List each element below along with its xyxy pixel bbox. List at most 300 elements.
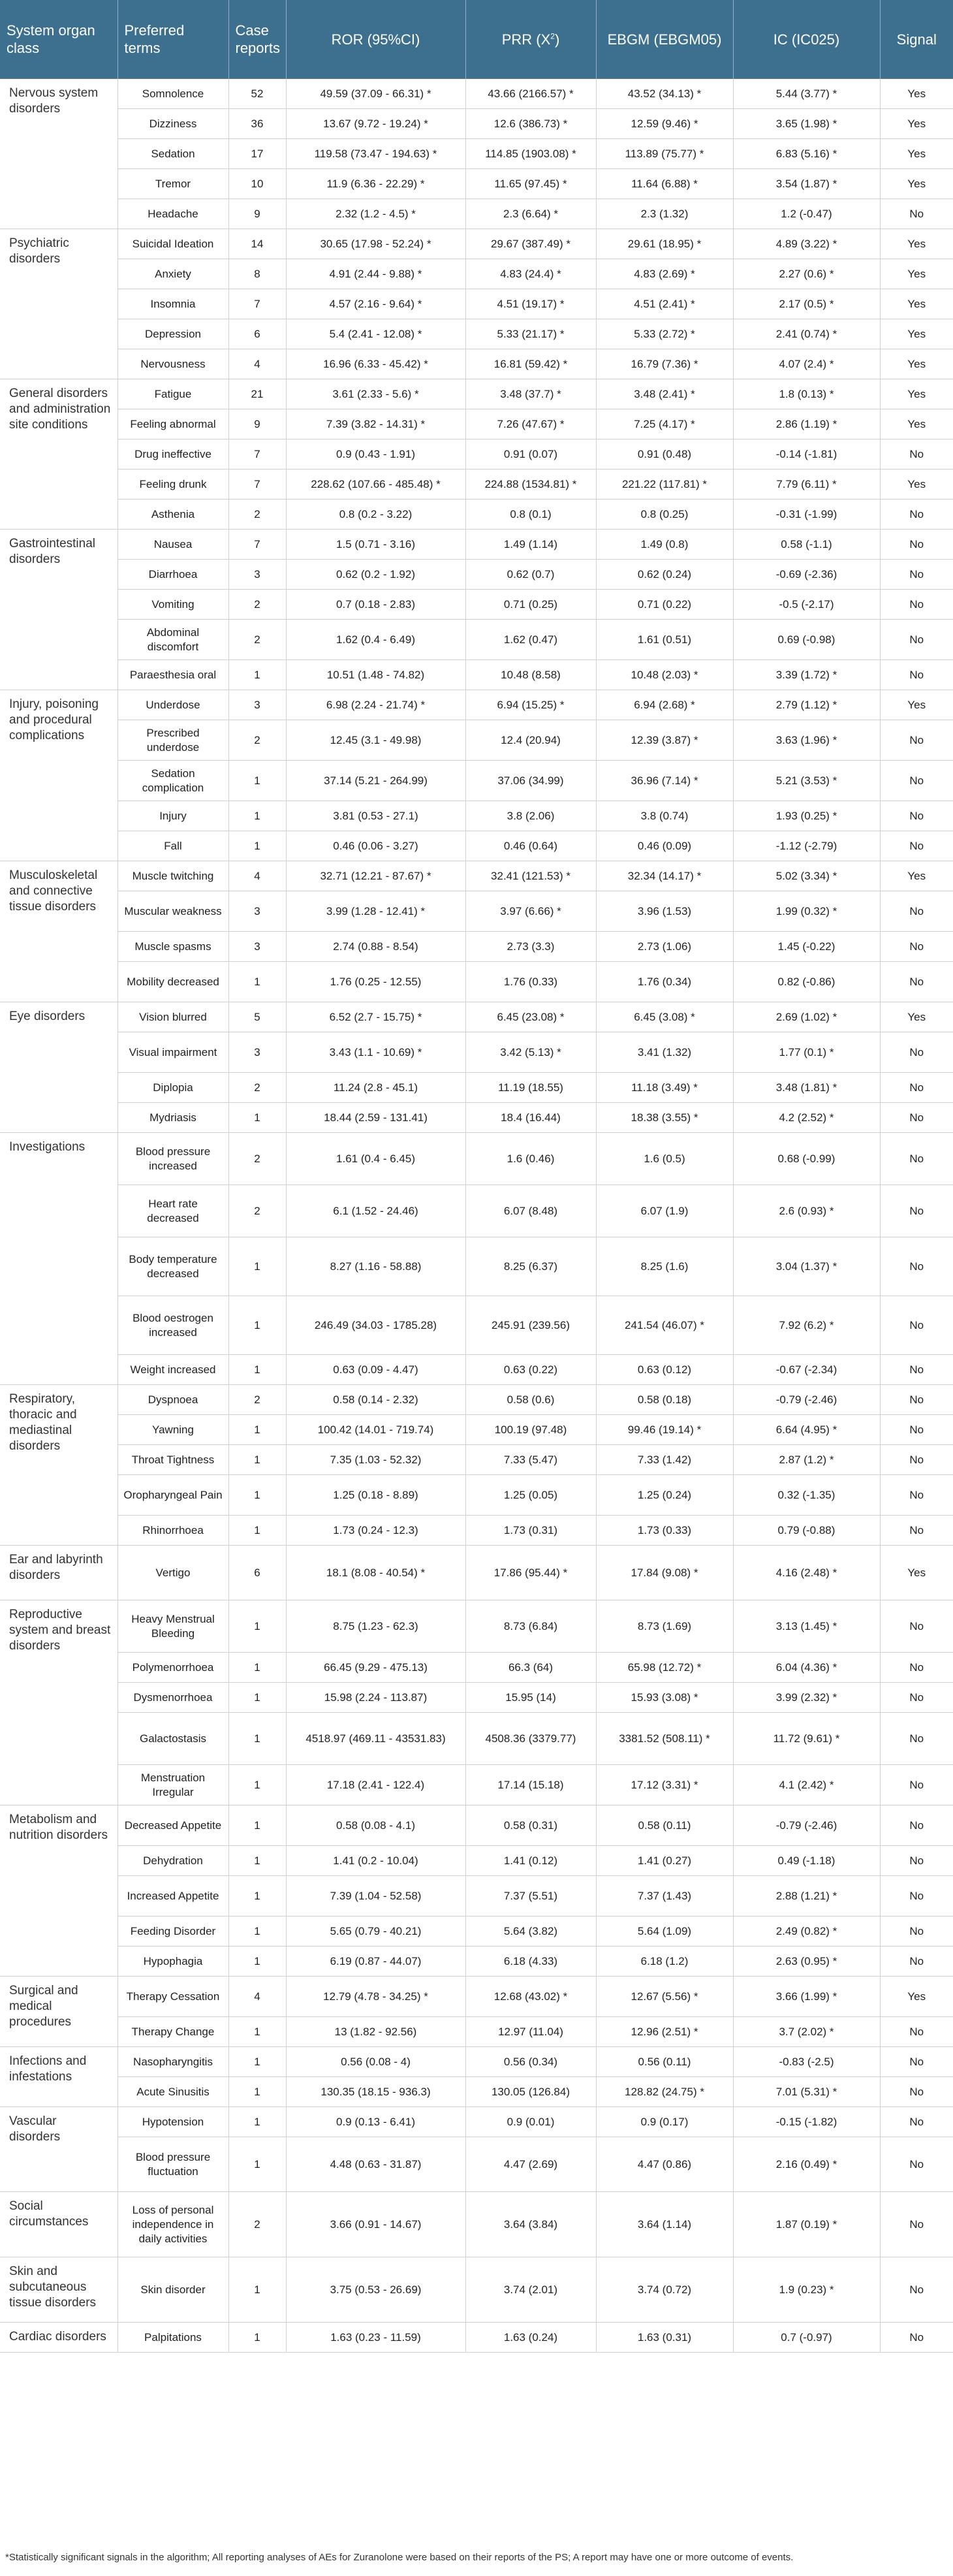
signal-cell: No — [880, 560, 953, 590]
ic-cell: 4.16 (2.48) * — [733, 1546, 880, 1600]
ebgm-cell: 1.6 (0.5) — [596, 1133, 733, 1185]
ic-cell: -0.69 (-2.36) — [733, 560, 880, 590]
table-row — [0, 801, 953, 831]
ebgm-cell: 8.25 (1.6) — [596, 1237, 733, 1296]
table-row — [0, 1355, 953, 1385]
ror-cell: 11.24 (2.8 - 45.1) — [286, 1073, 465, 1103]
case-reports-cell: 21 — [228, 379, 286, 409]
ebgm-cell: 3.8 (0.74) — [596, 801, 733, 831]
prr-cell: 3.97 (6.66) * — [465, 891, 596, 932]
preferred-term-cell: Sedation — [117, 139, 228, 169]
ror-cell: 8.27 (1.16 - 58.88) — [286, 1237, 465, 1296]
preferred-term-cell: Acute Sinusitis — [117, 2077, 228, 2107]
preferred-term-cell: Somnolence — [117, 79, 228, 109]
ror-cell: 3.43 (1.1 - 10.69) * — [286, 1032, 465, 1073]
ebgm-cell: 36.96 (7.14) * — [596, 761, 733, 801]
signal-cell: Yes — [880, 259, 953, 289]
prr-cell: 3.64 (3.84) — [465, 2192, 596, 2257]
preferred-term-cell: Injury — [117, 801, 228, 831]
ror-cell: 0.9 (0.13 - 6.41) — [286, 2107, 465, 2137]
case-reports-cell: 1 — [228, 2257, 286, 2323]
ic-cell: 0.49 (-1.18) — [733, 1846, 880, 1876]
ror-cell: 7.35 (1.03 - 52.32) — [286, 1445, 465, 1475]
signal-cell: No — [880, 1805, 953, 1846]
ror-cell: 5.65 (0.79 - 40.21) — [286, 1916, 465, 1947]
header-term: Preferred terms — [117, 0, 228, 79]
signal-cell: No — [880, 1516, 953, 1546]
organ-class-cell — [0, 1977, 117, 2047]
ror-cell: 1.73 (0.24 - 12.3) — [286, 1516, 465, 1546]
ic-cell: 1.9 (0.23) * — [733, 2257, 880, 2323]
signal-cell: No — [880, 1600, 953, 1653]
preferred-term-cell: Decreased Appetite — [117, 1805, 228, 1846]
prr-cell: 7.37 (5.51) — [465, 1876, 596, 1916]
ror-cell: 6.1 (1.52 - 24.46) — [286, 1185, 465, 1237]
header-row — [0, 0, 953, 79]
prr-cell: 4.51 (19.17) * — [465, 289, 596, 319]
preferred-term-cell: Mobility decreased — [117, 962, 228, 1002]
table-row — [0, 1977, 953, 2017]
ic-cell: 5.21 (3.53) * — [733, 761, 880, 801]
table-body — [0, 79, 953, 2353]
ic-cell: 2.17 (0.5) * — [733, 289, 880, 319]
signal-cell: No — [880, 1765, 953, 1805]
case-reports-cell: 6 — [228, 319, 286, 349]
preferred-term-cell: Body temperature decreased — [117, 1237, 228, 1296]
ic-cell: -0.5 (-2.17) — [733, 590, 880, 620]
ror-cell: 4518.97 (469.11 - 43531.83) — [286, 1713, 465, 1765]
ebgm-cell: 0.9 (0.17) — [596, 2107, 733, 2137]
ic-cell: -0.79 (-2.46) — [733, 1805, 880, 1846]
table-row — [0, 2077, 953, 2107]
prr-cell: 2.3 (6.64) * — [465, 199, 596, 229]
table-row — [0, 349, 953, 379]
preferred-term-cell: Menstruation Irregular — [117, 1765, 228, 1805]
ror-cell: 246.49 (34.03 - 1785.28) — [286, 1296, 465, 1355]
table-row — [0, 2257, 953, 2323]
signal-cell: No — [880, 1876, 953, 1916]
ic-cell: 1.8 (0.13) * — [733, 379, 880, 409]
table-row — [0, 2323, 953, 2353]
organ-class-cell — [0, 79, 117, 229]
prr-cell: 6.18 (4.33) — [465, 1947, 596, 1977]
case-reports-cell: 1 — [228, 1805, 286, 1846]
ror-cell: 12.45 (3.1 - 49.98) — [286, 720, 465, 761]
preferred-term-cell: Polymenorrhoea — [117, 1653, 228, 1683]
table-row — [0, 1546, 953, 1600]
case-reports-cell: 1 — [228, 1516, 286, 1546]
table-row — [0, 379, 953, 409]
prr-cell: 1.62 (0.47) — [465, 620, 596, 660]
ror-cell: 1.25 (0.18 - 8.89) — [286, 1475, 465, 1516]
ebgm-cell: 8.73 (1.69) — [596, 1600, 733, 1653]
ror-cell: 0.58 (0.08 - 4.1) — [286, 1805, 465, 1846]
ebgm-cell: 1.63 (0.31) — [596, 2323, 733, 2353]
prr-cell: 11.65 (97.45) * — [465, 169, 596, 199]
preferred-term-cell: Dyspnoea — [117, 1385, 228, 1415]
table-row — [0, 1032, 953, 1073]
ebgm-cell: 0.62 (0.24) — [596, 560, 733, 590]
organ-class-label: Nervous system disorders — [9, 86, 99, 116]
case-reports-cell: 52 — [228, 79, 286, 109]
prr-cell: 1.76 (0.33) — [465, 962, 596, 1002]
signal-cell: Yes — [880, 379, 953, 409]
signal-cell: No — [880, 2323, 953, 2353]
prr-cell: 4.47 (2.69) — [465, 2137, 596, 2192]
case-reports-cell: 17 — [228, 139, 286, 169]
organ-class-label: Vascular disorders — [9, 2114, 61, 2144]
prr-cell: 0.63 (0.22) — [465, 1355, 596, 1385]
case-reports-cell: 2 — [228, 2192, 286, 2257]
case-reports-cell: 1 — [228, 1916, 286, 1947]
prr-cell: 3.42 (5.13) * — [465, 1032, 596, 1073]
signal-cell: No — [880, 2137, 953, 2192]
table-row — [0, 139, 953, 169]
ic-cell: 1.93 (0.25) * — [733, 801, 880, 831]
organ-class-label: Infections and infestations — [9, 2054, 87, 2084]
prr-cell: 5.33 (21.17) * — [465, 319, 596, 349]
case-reports-cell: 1 — [228, 1103, 286, 1133]
case-reports-cell: 3 — [228, 1032, 286, 1073]
ror-cell: 0.58 (0.14 - 2.32) — [286, 1385, 465, 1415]
ror-cell: 1.61 (0.4 - 6.45) — [286, 1133, 465, 1185]
preferred-term-cell: Loss of personal independence in daily activities — [117, 2192, 228, 2257]
ic-cell: 6.64 (4.95) * — [733, 1415, 880, 1445]
table-row — [0, 439, 953, 469]
preferred-term-cell: Sedation complication — [117, 761, 228, 801]
case-reports-cell: 7 — [228, 469, 286, 500]
preferred-term-cell: Therapy Change — [117, 2017, 228, 2047]
ic-cell: 2.63 (0.95) * — [733, 1947, 880, 1977]
ebgm-cell: 241.54 (46.07) * — [596, 1296, 733, 1355]
table-row — [0, 690, 953, 720]
ror-cell: 13.67 (9.72 - 19.24) * — [286, 109, 465, 139]
organ-class-cell — [0, 1133, 117, 1385]
organ-class-label: General disorders and administration site conditions — [9, 387, 111, 432]
ic-cell: -0.31 (-1.99) — [733, 500, 880, 530]
prr-cell: 32.41 (121.53) * — [465, 861, 596, 891]
table-row — [0, 1073, 953, 1103]
ebgm-cell: 3.74 (0.72) — [596, 2257, 733, 2323]
ror-cell: 66.45 (9.29 - 475.13) — [286, 1653, 465, 1683]
ic-cell: 3.54 (1.87) * — [733, 169, 880, 199]
table-row — [0, 1475, 953, 1516]
ebgm-cell: 128.82 (24.75) * — [596, 2077, 733, 2107]
header-prr-text: PRR (X — [501, 31, 551, 48]
header-prr — [465, 0, 596, 79]
header-ebgm: EBGM (EBGM05) — [596, 0, 733, 79]
preferred-term-cell: Tremor — [117, 169, 228, 199]
ebgm-cell: 17.84 (9.08) * — [596, 1546, 733, 1600]
ic-cell: 3.7 (2.02) * — [733, 2017, 880, 2047]
ror-cell: 3.75 (0.53 - 26.69) — [286, 2257, 465, 2323]
table-row — [0, 2137, 953, 2192]
prr-cell: 10.48 (8.58) — [465, 660, 596, 690]
signal-cell: No — [880, 2192, 953, 2257]
ror-cell: 6.98 (2.24 - 21.74) * — [286, 690, 465, 720]
ebgm-cell: 1.76 (0.34) — [596, 962, 733, 1002]
signal-cell: No — [880, 2017, 953, 2047]
ror-cell: 2.32 (1.2 - 4.5) * — [286, 199, 465, 229]
ic-cell: 7.92 (6.2) * — [733, 1296, 880, 1355]
organ-class-cell — [0, 1002, 117, 1133]
signal-cell: No — [880, 530, 953, 560]
case-reports-cell: 2 — [228, 1073, 286, 1103]
prr-cell: 17.86 (95.44) * — [465, 1546, 596, 1600]
ror-cell: 30.65 (17.98 - 52.24) * — [286, 229, 465, 259]
ic-cell: 2.88 (1.21) * — [733, 1876, 880, 1916]
header-prr-sup: 2 — [550, 31, 555, 41]
preferred-term-cell: Anxiety — [117, 259, 228, 289]
organ-class-cell — [0, 530, 117, 690]
preferred-term-cell: Vomiting — [117, 590, 228, 620]
table-row — [0, 1600, 953, 1653]
case-reports-cell: 1 — [228, 2047, 286, 2077]
ic-cell: 2.41 (0.74) * — [733, 319, 880, 349]
preferred-term-cell: Abdominal discomfort — [117, 620, 228, 660]
ic-cell: 0.68 (-0.99) — [733, 1133, 880, 1185]
organ-class-label: Skin and subcutaneous tissue disorders — [9, 2265, 97, 2310]
ror-cell: 18.1 (8.08 - 40.54) * — [286, 1546, 465, 1600]
ic-cell: 1.87 (0.19) * — [733, 2192, 880, 2257]
ic-cell: -0.83 (-2.5) — [733, 2047, 880, 2077]
preferred-term-cell: Mydriasis — [117, 1103, 228, 1133]
ic-cell: 7.01 (5.31) * — [733, 2077, 880, 2107]
prr-cell: 0.62 (0.7) — [465, 560, 596, 590]
ror-cell: 8.75 (1.23 - 62.3) — [286, 1600, 465, 1653]
signal-cell: No — [880, 1237, 953, 1296]
prr-cell: 66.3 (64) — [465, 1653, 596, 1683]
table-row — [0, 2047, 953, 2077]
ic-cell: 11.72 (9.61) * — [733, 1713, 880, 1765]
organ-class-cell — [0, 1805, 117, 1977]
case-reports-cell: 1 — [228, 761, 286, 801]
signal-cell: No — [880, 1683, 953, 1713]
organ-class-label: Social circumstances — [9, 2199, 89, 2229]
ror-cell: 1.5 (0.71 - 3.16) — [286, 530, 465, 560]
ic-cell: 6.04 (4.36) * — [733, 1653, 880, 1683]
case-reports-cell: 1 — [228, 1475, 286, 1516]
prr-cell: 4.83 (24.4) * — [465, 259, 596, 289]
table-row — [0, 932, 953, 962]
preferred-term-cell: Fall — [117, 831, 228, 861]
prr-cell: 37.06 (34.99) — [465, 761, 596, 801]
preferred-term-cell: Fatigue — [117, 379, 228, 409]
table-row — [0, 1765, 953, 1805]
case-reports-cell: 1 — [228, 1415, 286, 1445]
ror-cell: 3.99 (1.28 - 12.41) * — [286, 891, 465, 932]
preferred-term-cell: Muscle twitching — [117, 861, 228, 891]
prr-cell: 29.67 (387.49) * — [465, 229, 596, 259]
table-row — [0, 1237, 953, 1296]
prr-cell: 12.6 (386.73) * — [465, 109, 596, 139]
ic-cell: -1.12 (-2.79) — [733, 831, 880, 861]
signal-cell: Yes — [880, 861, 953, 891]
case-reports-cell: 1 — [228, 1947, 286, 1977]
header-organ: System organ class — [0, 0, 117, 79]
ebgm-cell: 2.3 (1.32) — [596, 199, 733, 229]
prr-cell: 0.71 (0.25) — [465, 590, 596, 620]
ebgm-cell: 6.18 (1.2) — [596, 1947, 733, 1977]
prr-cell: 1.49 (1.14) — [465, 530, 596, 560]
ebgm-cell: 1.73 (0.33) — [596, 1516, 733, 1546]
signal-cell: No — [880, 199, 953, 229]
ror-cell: 7.39 (3.82 - 14.31) * — [286, 409, 465, 439]
prr-cell: 245.91 (239.56) — [465, 1296, 596, 1355]
ebgm-cell: 12.59 (9.46) * — [596, 109, 733, 139]
case-reports-cell: 2 — [228, 1385, 286, 1415]
signal-cell: No — [880, 1916, 953, 1947]
case-reports-cell: 1 — [228, 660, 286, 690]
header-ic: IC (IC025) — [733, 0, 880, 79]
prr-cell: 17.14 (15.18) — [465, 1765, 596, 1805]
ebgm-cell: 7.25 (4.17) * — [596, 409, 733, 439]
organ-class-label: Cardiac disorders — [9, 2330, 106, 2344]
table-row — [0, 660, 953, 690]
signal-cell: No — [880, 1846, 953, 1876]
prr-cell: 8.73 (6.84) — [465, 1600, 596, 1653]
prr-cell: 3.74 (2.01) — [465, 2257, 596, 2323]
ic-cell: 3.48 (1.81) * — [733, 1073, 880, 1103]
table-header — [0, 0, 953, 79]
table-row — [0, 530, 953, 560]
signal-cell: Yes — [880, 1977, 953, 2017]
table-row — [0, 1516, 953, 1546]
ic-cell: 3.63 (1.96) * — [733, 720, 880, 761]
ebgm-cell: 0.46 (0.09) — [596, 831, 733, 861]
ebgm-cell: 3.41 (1.32) — [596, 1032, 733, 1073]
signal-cell: No — [880, 1185, 953, 1237]
organ-class-label: Eye disorders — [9, 1010, 86, 1023]
preferred-term-cell: Weight increased — [117, 1355, 228, 1385]
preferred-term-cell: Feeding Disorder — [117, 1916, 228, 1947]
ebgm-cell: 7.33 (1.42) — [596, 1445, 733, 1475]
ebgm-cell: 0.58 (0.11) — [596, 1805, 733, 1846]
organ-class-label: Injury, poisoning and procedural complications — [9, 697, 99, 742]
ic-cell: 0.58 (-1.1) — [733, 530, 880, 560]
table-row — [0, 1876, 953, 1916]
signal-cell: No — [880, 1415, 953, 1445]
ebgm-cell: 113.89 (75.77) * — [596, 139, 733, 169]
prr-cell: 114.85 (1903.08) * — [465, 139, 596, 169]
ebgm-cell: 11.64 (6.88) * — [596, 169, 733, 199]
case-reports-cell: 2 — [228, 1133, 286, 1185]
table-row — [0, 1133, 953, 1185]
table-row — [0, 500, 953, 530]
ic-cell: 5.02 (3.34) * — [733, 861, 880, 891]
table-footnote: *Statistically significant signals in the algorithm; All reporting analyses of AEs for Zuranolone were based on their reports of the PS; A report may have one or more outcome of events. — [5, 2552, 794, 2563]
organ-class-cell — [0, 229, 117, 379]
preferred-term-cell: Underdose — [117, 690, 228, 720]
ic-cell: 4.1 (2.42) * — [733, 1765, 880, 1805]
preferred-term-cell: Insomnia — [117, 289, 228, 319]
signal-cell: Yes — [880, 319, 953, 349]
table-row — [0, 590, 953, 620]
case-reports-cell: 1 — [228, 1355, 286, 1385]
preferred-term-cell: Depression — [117, 319, 228, 349]
signal-cell: Yes — [880, 139, 953, 169]
case-reports-cell: 1 — [228, 1876, 286, 1916]
ebgm-cell: 4.47 (0.86) — [596, 2137, 733, 2192]
preferred-term-cell: Feeling drunk — [117, 469, 228, 500]
organ-class-label: Psychiatric disorders — [9, 236, 69, 266]
ic-cell: 5.44 (3.77) * — [733, 79, 880, 109]
table-row — [0, 1445, 953, 1475]
ror-cell: 1.41 (0.2 - 10.04) — [286, 1846, 465, 1876]
case-reports-cell: 1 — [228, 2323, 286, 2353]
preferred-term-cell: Heavy Menstrual Bleeding — [117, 1600, 228, 1653]
signal-cell: No — [880, 1103, 953, 1133]
case-reports-cell: 2 — [228, 590, 286, 620]
ror-cell: 1.63 (0.23 - 11.59) — [286, 2323, 465, 2353]
signal-cell: No — [880, 1032, 953, 1073]
prr-cell: 4508.36 (3379.77) — [465, 1713, 596, 1765]
signal-cell: No — [880, 932, 953, 962]
case-reports-cell: 2 — [228, 1185, 286, 1237]
prr-cell: 1.63 (0.24) — [465, 2323, 596, 2353]
table-row — [0, 199, 953, 229]
preferred-term-cell: Nervousness — [117, 349, 228, 379]
signal-cell: No — [880, 590, 953, 620]
prr-cell: 0.46 (0.64) — [465, 831, 596, 861]
ebgm-cell: 3.48 (2.41) * — [596, 379, 733, 409]
preferred-term-cell: Increased Appetite — [117, 1876, 228, 1916]
ic-cell: 3.65 (1.98) * — [733, 109, 880, 139]
ror-cell: 0.62 (0.2 - 1.92) — [286, 560, 465, 590]
case-reports-cell: 4 — [228, 1977, 286, 2017]
case-reports-cell: 14 — [228, 229, 286, 259]
table-row — [0, 1713, 953, 1765]
signal-cell: No — [880, 1296, 953, 1355]
ic-cell: -0.14 (-1.81) — [733, 439, 880, 469]
ror-cell: 11.9 (6.36 - 22.29) * — [286, 169, 465, 199]
table-row — [0, 79, 953, 109]
table-row — [0, 1683, 953, 1713]
ebgm-cell: 18.38 (3.55) * — [596, 1103, 733, 1133]
ebgm-cell: 0.58 (0.18) — [596, 1385, 733, 1415]
ic-cell: 0.7 (-0.97) — [733, 2323, 880, 2353]
ror-cell: 4.57 (2.16 - 9.64) * — [286, 289, 465, 319]
ror-cell: 0.7 (0.18 - 2.83) — [286, 590, 465, 620]
ebgm-cell: 3.64 (1.14) — [596, 2192, 733, 2257]
preferred-term-cell: Diarrhoea — [117, 560, 228, 590]
ic-cell: 4.89 (3.22) * — [733, 229, 880, 259]
signal-cell: No — [880, 962, 953, 1002]
case-reports-cell: 1 — [228, 1445, 286, 1475]
preferred-term-cell: Muscular weakness — [117, 891, 228, 932]
case-reports-cell: 36 — [228, 109, 286, 139]
ic-cell: 0.82 (-0.86) — [733, 962, 880, 1002]
preferred-term-cell: Dehydration — [117, 1846, 228, 1876]
organ-class-cell — [0, 2107, 117, 2192]
table-row — [0, 861, 953, 891]
ic-cell: -0.67 (-2.34) — [733, 1355, 880, 1385]
table-row — [0, 469, 953, 500]
case-reports-cell: 1 — [228, 1846, 286, 1876]
case-reports-cell: 7 — [228, 289, 286, 319]
prr-cell: 2.73 (3.3) — [465, 932, 596, 962]
header-ror: ROR (95%CI) — [286, 0, 465, 79]
ebgm-cell: 221.22 (117.81) * — [596, 469, 733, 500]
preferred-term-cell: Drug ineffective — [117, 439, 228, 469]
ic-cell: 2.86 (1.19) * — [733, 409, 880, 439]
signal-cell: No — [880, 2047, 953, 2077]
ror-cell: 2.74 (0.88 - 8.54) — [286, 932, 465, 962]
prr-cell: 43.66 (2166.57) * — [465, 79, 596, 109]
ic-cell: 0.69 (-0.98) — [733, 620, 880, 660]
preferred-term-cell: Visual impairment — [117, 1032, 228, 1073]
ic-cell: 2.16 (0.49) * — [733, 2137, 880, 2192]
